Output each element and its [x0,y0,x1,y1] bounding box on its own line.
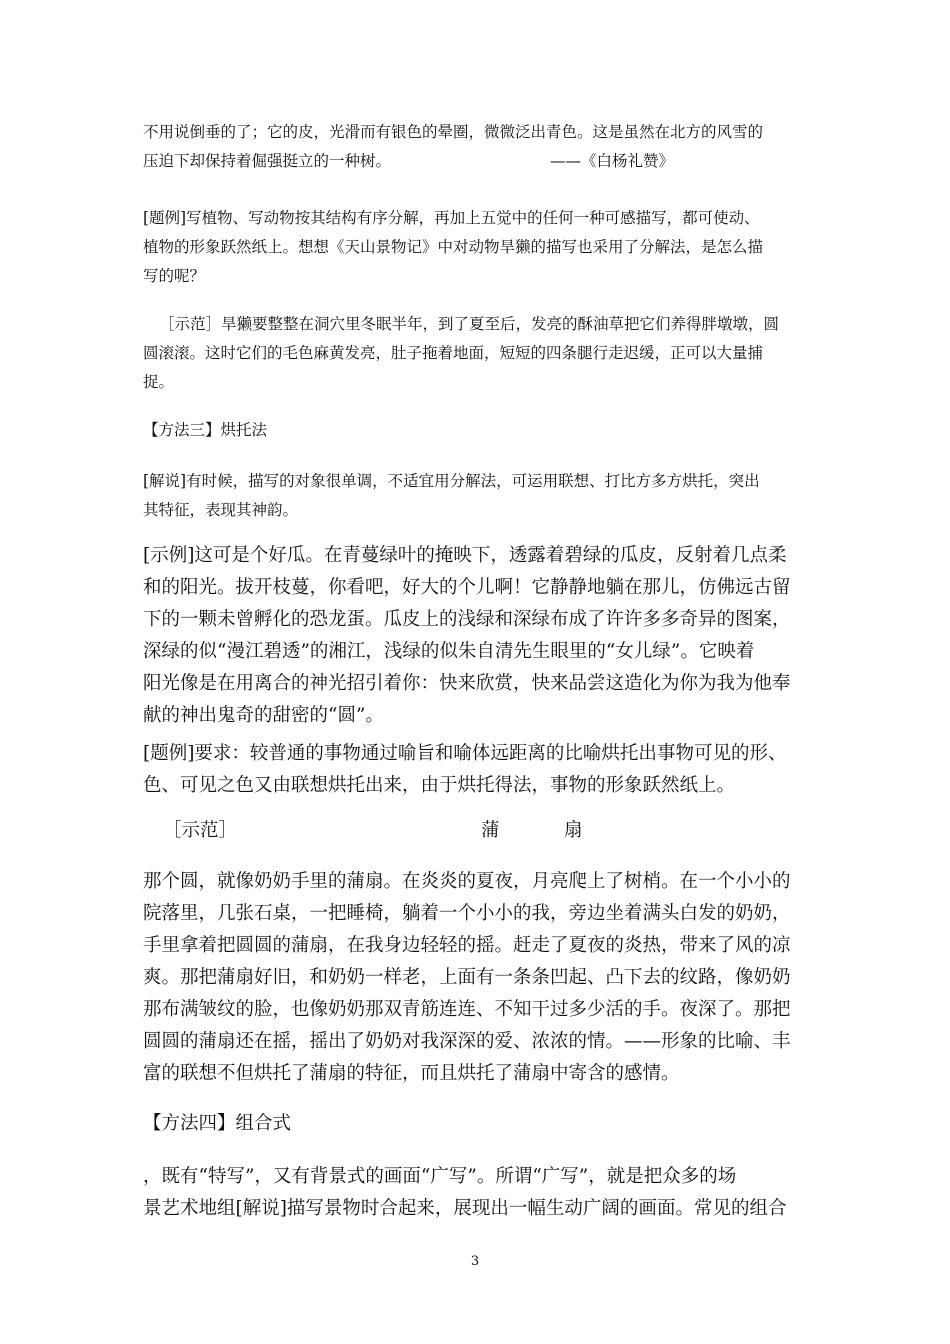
text-line-body: 压迫下却保持着倔强挺立的一种树。 [143,152,392,170]
section-heading-method-3 [143,416,811,445]
text-line: 深绿的似“漫江碧透”的湘江，浅绿的似朱自清先生眼里的“女儿绿”。它映着 [143,641,755,662]
text-line: 其特征，表现其神韵。 [143,501,299,519]
text-line: 景艺术地组[解说]描写景物时合起来，展现出一幅生动广阔的画面。常见的组合 [143,1198,787,1219]
text-line: 色、可见之色又由联想烘托出来，由于烘托得法，事物的形象跃然纸上。 [143,775,736,796]
text-line: 富的联想不但烘托了蒲扇的特征，而且烘托了蒲扇中寄含的感情。 [143,1063,680,1084]
text-line: [题例]要求：较普通的事物通过喻旨和喻体远距离的比喻烘托出事物可见的形、 [143,743,787,764]
text-line: 献的神出鬼奇的甜密的“圆”。 [143,705,384,726]
paragraph-shifan-1 [143,310,811,397]
text-line: 圆滚滚。这时它们的毛色麻黄发亮，肚子拖着地面，短短的四条腿行走迟缓，正可以大量捕 [143,344,764,362]
text-line: [示例]这可是个好瓜。在青蔓绿叶的掩映下，透露着碧绿的瓜皮，反射着几点柔 [143,545,787,566]
heading-text: 【方法三】烘托法 [143,421,268,439]
text-line: ，既有“特写”，又有背景式的画面“广写”。所谓“广写”，就是把众多的场 [143,1166,737,1187]
text-line: 写的呢？ [143,267,206,285]
text-line: 那布满皱纹的脸，也像奶奶那双青筋连连、不知干过多少活的手。夜深了。那把 [143,999,791,1020]
paragraph-shili [143,540,811,732]
text-line: 不用说倒垂的了；它的皮，光滑而有银色的晕圈，微微泛出青色。这是虽然在北方的风雪的 [143,123,764,141]
text-line [143,147,811,176]
paragraph-puzhan-essay [143,866,811,1090]
paragraph-jieshuo-1 [143,467,811,525]
paragraph-tili-2 [143,738,811,802]
page-number: 3 [470,1254,480,1269]
paragraph-jieshuo-2 [143,1161,811,1225]
text-line: 爽。那把蒲扇好旧，和奶奶一样老，上面有一条条凹起、凸下去的纹路，像奶奶 [143,967,791,988]
text-line: ［示范］旱獭要整整在洞穴里冬眠半年，到了夏至后，发亮的酥油草把它们养得胖墩墩，圆 [159,315,780,333]
text-line: 圆圆的蒲扇还在摇，摇出了奶奶对我深深的爱、浓浓的情。——形象的比喻、丰 [143,1031,791,1052]
text-line: [题例]写植物、写动物按其结构有序分解，再加上五觉中的任何一种可感描写，都可使动、 [143,209,760,227]
essay-title-char-2: 扇 [564,820,583,841]
text-line: 捉。 [143,373,175,391]
text-line: 植物的形象跃然纸上。想想《天山景物记》中对动物旱獭的描写也采用了分解法，是怎么描 [143,238,764,256]
heading-text: 【方法四】组合式 [143,1113,292,1134]
paragraph-baiyang-quote [143,118,811,176]
text-line: 下的一颗未曾孵化的恐龙蛋。瓜皮上的浅绿和深绿布成了许许多多奇异的图案， [143,609,791,630]
text-line: 手里拿着把圆圆的蒲扇，在我身边轻轻的摇。赶走了夏夜的炎热，带来了风的凉 [143,935,791,956]
section-heading-method-4 [143,1108,811,1140]
paragraph-shifan-2-header [143,815,811,847]
text-line: 院落里，几张石桌，一把睡椅，躺着一个小小的我，旁边坐着满头白发的奶奶， [143,903,791,924]
text-line: 阳光像是在用离合的神光招引着你：快来欣赏，快来品尝这造化为你为我为他奉 [143,673,791,694]
text-line: 和的阳光。拔开枝蔓，你看吧，好大的个儿啊！它静静地躺在那儿，仿佛远古留 [143,577,791,598]
text-line: 那个圆，就像奶奶手里的蒲扇。在炎炎的夏夜，月亮爬上了树梢。在一个小小的 [143,871,791,892]
paragraph-tili-1 [143,204,811,291]
shifan-tag: ［示范］ [163,820,238,841]
quote-source: ——《白杨礼赞》 [550,152,675,170]
text-line: [解说]有时候，描写的对象很单调，不适宜用分解法，可运用联想、打比方多方烘托，突出 [143,472,760,490]
essay-title-char-1: 蒲 [481,820,500,841]
